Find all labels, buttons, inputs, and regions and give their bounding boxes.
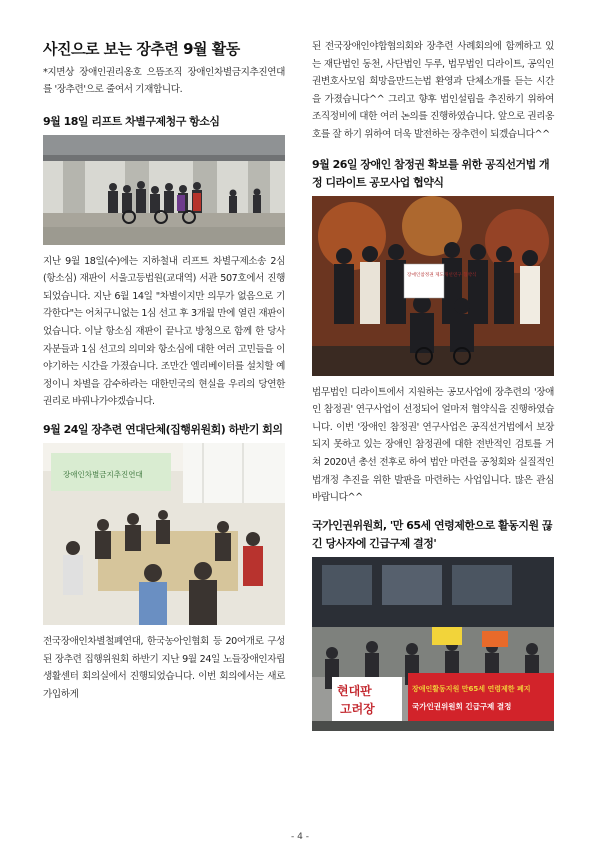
photo-meeting-room — [43, 443, 285, 625]
section-body-lift-appeal: 지난 9월 18일(수)에는 지하철내 리프트 차별구제소송 2심(항소심) 재판이 서울고등법원(교대역) 서관 507호에서 진행되었습니다. 지난 6월 14일 "차별이지만 의무가 없음으로 기각한다"는 어처구니없는 1심 선고 후 3개월 만에 열린 재판이었습니다. 이날 항소심 재판이 끝나고 방청으로 함께 한 당사자분들과 1심 선고의 의미와 항소심에 대한 여러 고민들을 이야기하는 시간을 가졌습니다. 조만간 엘리베이터를 설치할 예정이니 차별을 감수하라는 대한민국의 현실을 우리의 당연한 권리로 바꿔나가야겠습니다. — [43, 255, 285, 408]
section-heading-voting-rights: 9월 26일 장애인 참정권 확보를 위한 공직선거법 개정 디라이트 공모사업 협약식 — [312, 157, 550, 189]
section-heading-human-rights-commission: 국가인권위원회, '만 65세 연령제한으로 활동지원 끊긴 당사자에 긴급구제 결정' — [312, 518, 553, 550]
photo-protest-banner — [312, 557, 554, 731]
photo-courthouse-group — [43, 135, 285, 245]
section-body-meeting-part2: 된 전국장애인야합협의회와 장추련 사례회의에 함께하고 있는 재단법인 동천, 사단법인 두루, 법무법인 디라이트, 공익인권변호사모임 희망을만드는법 환영과 단체소개를 듣는 시간을 가졌습니다^^ 그리고 향후 법인설립을 추진하기 위하여 조직정비에 대한 여러 논의를 진행하였습니다. 앞으로 권리옹호를 잘 하기 위하여 더욱 발전하는 장추련이 되겠습니다^^ — [312, 41, 554, 140]
banner-right-line2: 국가인권위원회 긴급구제 결정 — [412, 701, 512, 711]
left-column — [43, 38, 285, 703]
meeting-banner-text: 장애인차별금지추진연대 — [63, 469, 143, 479]
ceremony-board-text: 장애인참정권 제도개선연구 협약식 — [407, 272, 477, 278]
section-heading-lift-appeal: 9월 18일 리프트 차별구제청구 항소심 — [43, 114, 220, 128]
page-number: - 4 - — [291, 832, 309, 842]
banner-left-line1: 현대판 — [337, 683, 372, 698]
page-title: 사진으로 보는 장추련 9월 활동 — [43, 40, 240, 58]
banner-left-line2: 고려장 — [340, 701, 375, 716]
banner-right-line1: 장애인활동지원 만65세 연령제한 폐지 — [412, 684, 531, 693]
photo-agreement-ceremony — [312, 196, 554, 376]
section-body-voting-rights: 법무법인 디라이트에서 지원하는 공모사업에 장추련의 '장애인 참정권' 연구사업이 선정되어 얼마저 협약식을 진행하였습니다. 이번 '장애인 참정권' 연구사업은 공직선거법에서 보장되지 못하고 있는 장애인 참정권에 대한 전반적인 검토를 거쳐 2020년 총선 전후로 하여 법안 마련을 공청회와 실질적인 법개정 추진을 위한 발판을 마련하는 사업입니다. 많은 관심바랍니다^^ — [312, 386, 554, 504]
section-body-meeting-part1: 전국장애인차별철폐연대, 한국농아인협회 등 20여개로 구성된 장추련 집행위원회 하반기 지난 9월 24일 노들장애인자립생활센터 회의실에서 진행되었습니다. 이번 회의에서는 새로 가입하게 — [43, 635, 285, 700]
right-column — [312, 38, 554, 739]
section-heading-meeting: 9월 24일 장추련 연대단체(집행위원회) 하반기 회의 — [43, 422, 283, 436]
intro-note: *지면상 장애인권리옹호 으뜸조직 장애인차별금지추진연대를 '장추련'으로 줄여서 기재합니다. — [43, 67, 285, 95]
